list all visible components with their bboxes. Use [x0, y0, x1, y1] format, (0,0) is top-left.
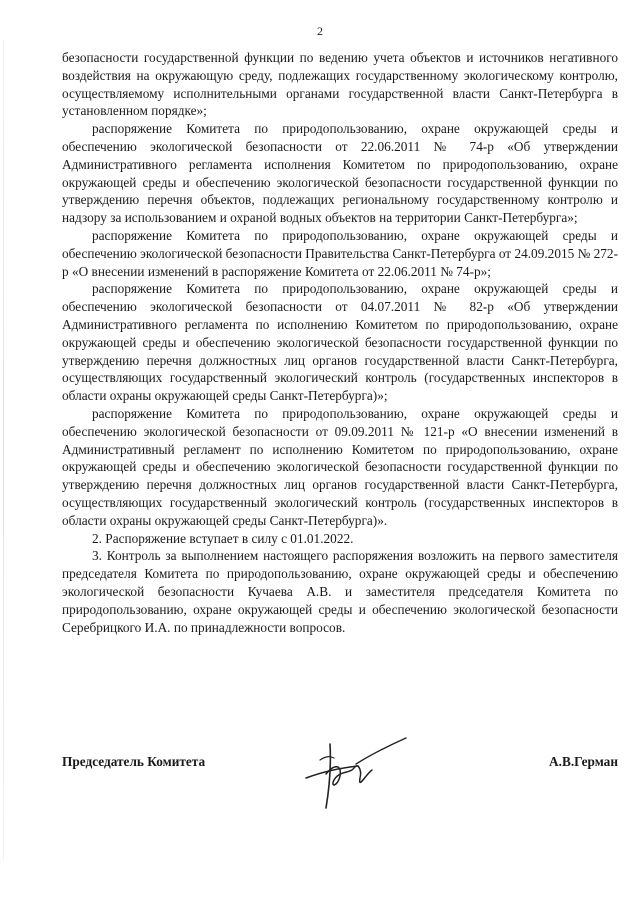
paragraph-order-74r: распоряжение Комитета по природопользованию, охране окружающей среды и обеспечению экологической безопасности от 22.06.2011 № 74-р «Об утверждении Административного регламента исполнения Комитетом по природопользованию, охране окружающей среды и обеспечению экологической безопасности государственной функции по утверждению перечня объектов, подлежащих региональному государственному контролю и надзору за использованием и охраной водных объектов на территории Санкт-Петербурга»;	[62, 121, 618, 226]
document-body	[62, 49, 618, 636]
page-number: 2	[317, 24, 323, 38]
paragraph-order-82r: распоряжение Комитета по природопользованию, охране окружающей среды и обеспечению экологической безопасности от 04.07.2011 № 82-р «Об утверждении Административного регламента по исполнению Комитетом по природопользованию, охране окружающей среды и обеспечению экологической безопасности государственной функции по утверждению перечня должностных лиц органов государственной власти Санкт-Петербурга, осуществляющих государственный экологический контроль (государственных инспекторов в области охраны окружающей среды Санкт-Петербурга)»;	[62, 281, 618, 404]
signatory-name: А.В.Герман	[549, 754, 618, 769]
paragraph-effective-date: 2. Распоряжение вступает в силу с 01.01.2022.	[92, 530, 354, 546]
paragraph-order-272r: распоряжение Комитета по природопользованию, охране окружающей среды и обеспечению экологической безопасности Правительства Санкт-Петербурга от 24.09.2015 № 272-р «О внесении изменений в распоряжение Комитета от 22.06.2011 № 74-р»;	[62, 227, 618, 279]
paragraph-order-121r: распоряжение Комитета по природопользованию, охране окружающей среды и обеспечению экологической безопасности от 09.09.2011 № 121-р «О внесении изменений в Административный регламент по исполнению Комитетом по природопользованию, охране окружающей среды и обеспечению экологической безопасности государственной функции по утверждению перечня должностных лиц органов государственной власти Санкт-Петербурга, осуществляющих государственный экологический контроль (государственных инспекторов в области охраны окружающей среды Санкт-Петербурга)».	[62, 405, 618, 528]
paragraph-continuation: безопасности государственной функции по ведению учета объектов и источников негативного воздействия на окружающую среду, подлежащих государственному экологическому контролю, осуществляемому исполнительными органами государственной власти Санкт-Петербурга в установленном порядке»;	[62, 50, 618, 119]
handwritten-signature	[300, 734, 410, 812]
signatory-title: Председатель Комитета	[62, 754, 206, 769]
signature-block	[62, 734, 618, 854]
scan-edge-shadow	[3, 40, 4, 860]
paragraph-control: 3. Контроль за выполнением настоящего распоряжения возложить на первого заместителя председателя Комитета по природопользованию, охране окружающей среды и обеспечению экологической безопасности Кучаева А.В. и заместителя председателя Комитета по природопользованию, охране окружающей среды и обеспечению экологической безопасности Серебрицкого И.А. по принадлежности вопросов.	[62, 548, 618, 635]
